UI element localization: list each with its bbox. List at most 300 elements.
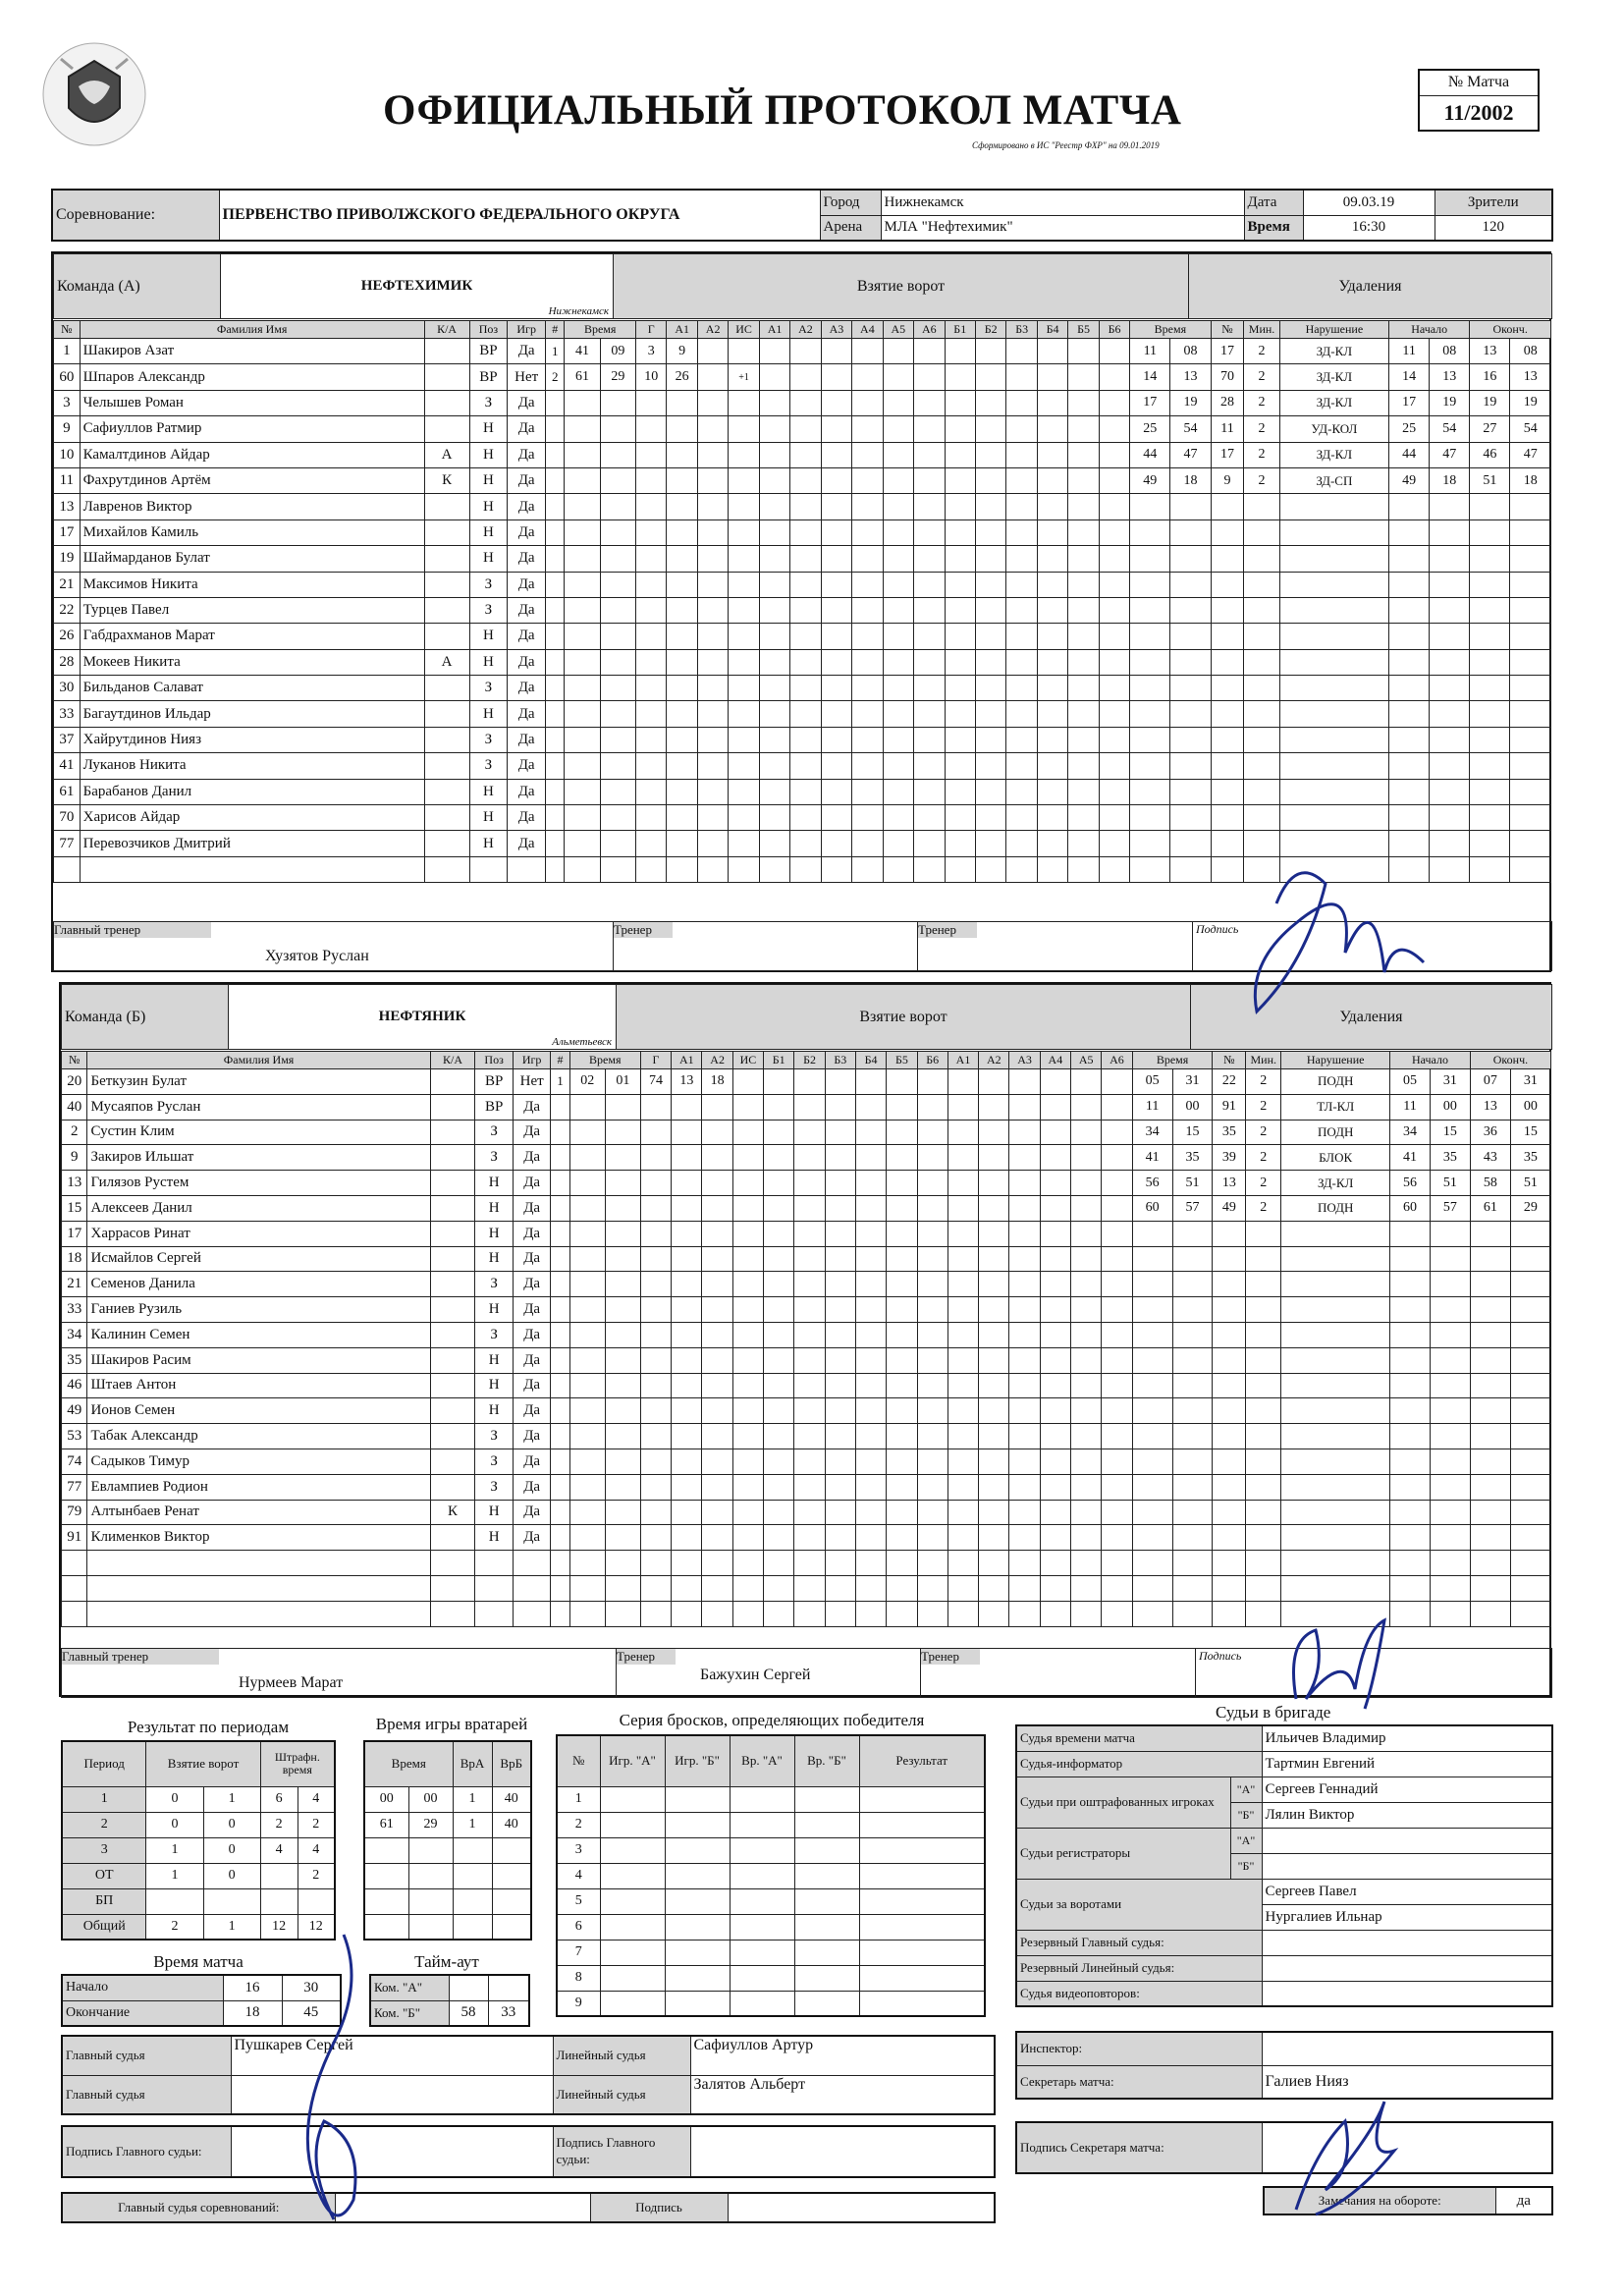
team-a-pen-start-mm bbox=[1389, 572, 1430, 597]
team-a-onice-cell bbox=[945, 467, 975, 493]
shootout-cell bbox=[730, 1786, 794, 1812]
team-a-pen-end-ss bbox=[1510, 519, 1551, 545]
team-b-pen-mm bbox=[1132, 1575, 1172, 1601]
team-b-pen-ss bbox=[1172, 1322, 1213, 1347]
team-a-player-pos: Н bbox=[469, 416, 508, 442]
team-a-onice-cell bbox=[1006, 467, 1037, 493]
team-b-goal-a1 bbox=[672, 1171, 702, 1196]
team-b-player-no: 13 bbox=[62, 1171, 87, 1196]
team-a-onice-cell bbox=[1068, 856, 1099, 882]
team-b-pen-violation bbox=[1281, 1398, 1390, 1424]
team-a-onice-cell bbox=[945, 364, 975, 390]
team-a-onice-cell bbox=[1006, 339, 1037, 364]
team-a-goal-a2 bbox=[697, 364, 728, 390]
team-a-onice-cell bbox=[759, 753, 789, 779]
fhr-logo bbox=[39, 39, 149, 149]
team-a-onice-cell bbox=[821, 442, 851, 467]
team-a-pen-start-ss: 08 bbox=[1430, 339, 1470, 364]
team-b-player-ka bbox=[430, 1297, 475, 1323]
team-b-goal-a2 bbox=[702, 1575, 732, 1601]
team-a-pen-end-ss bbox=[1510, 494, 1551, 519]
team-b-h-onice-3: Б4 bbox=[855, 1052, 886, 1069]
shootout-cell bbox=[600, 1940, 665, 1965]
team-b-player-name: Сустин Клим bbox=[87, 1120, 430, 1145]
team-a-pen-start-ss: 19 bbox=[1430, 390, 1470, 415]
team-a-pen-end-mm: 27 bbox=[1470, 416, 1510, 442]
team-a-goal-a1 bbox=[667, 597, 697, 623]
team-a-onice-cell bbox=[1006, 442, 1037, 467]
team-a-player-pos: З bbox=[469, 753, 508, 779]
team-b-player-no: 79 bbox=[62, 1500, 87, 1525]
team-a-pen-end-mm bbox=[1470, 856, 1510, 882]
team-b-player-ka bbox=[430, 1575, 475, 1601]
team-a-goal-a2 bbox=[697, 519, 728, 545]
informer-label: Судья-информатор bbox=[1016, 1751, 1262, 1777]
team-a-onice-cell bbox=[852, 572, 883, 597]
team-a-row bbox=[54, 572, 1551, 597]
team-a-goal-a2 bbox=[697, 805, 728, 831]
team-a-player-no: 37 bbox=[54, 727, 81, 752]
team-a-row bbox=[54, 805, 1551, 831]
team-b-onice-cell bbox=[855, 1551, 886, 1576]
team-a-goal-mm bbox=[565, 390, 600, 415]
team-b-goal-a2 bbox=[702, 1551, 732, 1576]
team-a-onice-cell bbox=[1099, 364, 1129, 390]
team-a-onice-cell bbox=[945, 856, 975, 882]
team-a-h-pos: Поз bbox=[469, 321, 508, 339]
team-b-player-pos: Н bbox=[475, 1221, 514, 1246]
team-a-player-igr: Да bbox=[508, 701, 546, 727]
team-b-onice-cell bbox=[979, 1398, 1009, 1424]
team-b-onice-cell bbox=[794, 1601, 825, 1626]
team-b-goal-a1 bbox=[672, 1500, 702, 1525]
team-b-onice-cell bbox=[947, 1525, 978, 1551]
team-a-goal-a1 bbox=[667, 390, 697, 415]
team-a-pen-start-ss: 13 bbox=[1430, 364, 1470, 390]
page-title: ОФИЦИАЛЬНЫЙ ПРОТОКОЛ МАТЧА bbox=[383, 87, 1182, 134]
team-a-onice-cell bbox=[1037, 339, 1067, 364]
team-b-onice-cell bbox=[887, 1246, 917, 1272]
team-b-pen-end-ss bbox=[1510, 1221, 1550, 1246]
team-a-pen-min bbox=[1244, 701, 1279, 727]
team-b-onice-cell bbox=[979, 1195, 1009, 1221]
team-b-onice-cell bbox=[1009, 1551, 1040, 1576]
team-b-onice-cell bbox=[764, 1171, 794, 1196]
team-a-onice-cell bbox=[790, 701, 821, 727]
period-pim-b: 4 bbox=[298, 1786, 335, 1812]
team-a-pen-start-mm bbox=[1389, 805, 1430, 831]
team-a-player-no: 21 bbox=[54, 572, 81, 597]
team-b-onice-cell bbox=[1102, 1449, 1132, 1474]
team-a-player-pos: Н bbox=[469, 701, 508, 727]
team-b-onice-cell bbox=[887, 1424, 917, 1449]
team-b-onice-cell bbox=[1102, 1551, 1132, 1576]
team-b-onice-cell bbox=[1040, 1575, 1070, 1601]
team-a-player-igr: Да bbox=[508, 416, 546, 442]
team-a-onice-cell bbox=[1037, 856, 1067, 882]
team-b-goal-scorer bbox=[640, 1297, 671, 1323]
team-a-onice-cell bbox=[1037, 416, 1067, 442]
team-b-pen-player bbox=[1213, 1474, 1246, 1500]
team-b-onice-cell bbox=[825, 1120, 855, 1145]
team-b-goal-a1 bbox=[672, 1094, 702, 1120]
team-a-onice-cell bbox=[945, 494, 975, 519]
team-b-goal-ss bbox=[605, 1195, 640, 1221]
team-a-h-onice-9: Б4 bbox=[1037, 321, 1067, 339]
team-a-goal-no bbox=[546, 390, 565, 415]
team-b-player-no: 53 bbox=[62, 1424, 87, 1449]
team-a-onice-cell bbox=[790, 624, 821, 649]
team-b-h-g-g: Г bbox=[640, 1052, 671, 1069]
team-b-player-igr: Да bbox=[513, 1449, 551, 1474]
team-b-goal-no bbox=[551, 1525, 569, 1551]
team-a-goal-no bbox=[546, 572, 565, 597]
team-a-onice-cell bbox=[1006, 546, 1037, 572]
team-b-onice-cell bbox=[979, 1246, 1009, 1272]
team-b-pen-violation bbox=[1281, 1221, 1390, 1246]
period-goals-a: 1 bbox=[146, 1863, 203, 1888]
team-b-onice-cell bbox=[794, 1221, 825, 1246]
team-a-pen-violation: ЗД-СП bbox=[1279, 467, 1388, 493]
team-b-onice-cell bbox=[947, 1575, 978, 1601]
team-a-pen-start-ss: 18 bbox=[1430, 467, 1470, 493]
team-b-onice-cell bbox=[947, 1551, 978, 1576]
team-a-onice-cell bbox=[975, 442, 1005, 467]
team-a-pen-ss bbox=[1170, 856, 1211, 882]
team-b-pen-player bbox=[1213, 1221, 1246, 1246]
team-b-onice-cell bbox=[764, 1551, 794, 1576]
team-a-city: Нижнекамск bbox=[548, 305, 609, 317]
team-b-onice-cell bbox=[1040, 1120, 1070, 1145]
team-b-pen-min bbox=[1246, 1525, 1281, 1551]
team-a-onice-cell bbox=[852, 339, 883, 364]
team-b-goal-mm bbox=[569, 1424, 605, 1449]
team-b-onice-cell bbox=[1071, 1195, 1102, 1221]
team-b-pen-mm bbox=[1132, 1474, 1172, 1500]
team-a-label: Команда (А) bbox=[54, 254, 221, 319]
team-a-pen-start-mm bbox=[1389, 701, 1430, 727]
team-a-block bbox=[51, 251, 1551, 972]
team-b-pen-min bbox=[1246, 1474, 1281, 1500]
team-a-onice-cell bbox=[945, 416, 975, 442]
team-a-pen-end-ss: 54 bbox=[1510, 416, 1551, 442]
team-a-player-pos: З bbox=[469, 390, 508, 415]
team-a-pen-mm bbox=[1130, 831, 1170, 856]
team-b-pen-mm bbox=[1132, 1424, 1172, 1449]
team-b-pen-mm bbox=[1132, 1297, 1172, 1323]
team-b-player-igr: Да bbox=[513, 1272, 551, 1297]
team-a-onice-cell bbox=[883, 467, 913, 493]
team-b-h-onice-10: А5 bbox=[1071, 1052, 1102, 1069]
team-b-onice-cell bbox=[887, 1322, 917, 1347]
team-b-onice-cell bbox=[1040, 1474, 1070, 1500]
team-a-goal-mm bbox=[565, 494, 600, 519]
team-b-player-name: Алтынбаев Ренат bbox=[87, 1500, 430, 1525]
team-b-onice-cell bbox=[825, 1575, 855, 1601]
period-goals-b: 1 bbox=[203, 1914, 260, 1940]
team-a-player-ka bbox=[424, 339, 469, 364]
team-a-h-g-hash: # bbox=[546, 321, 565, 339]
team-b-goal-mm bbox=[569, 1525, 605, 1551]
team-a-player-ka bbox=[424, 805, 469, 831]
team-b-goal-no bbox=[551, 1120, 569, 1145]
team-a-row bbox=[54, 676, 1551, 701]
goalie-mm bbox=[364, 1863, 408, 1888]
team-a-pen-player: 17 bbox=[1211, 442, 1244, 467]
team-b-pen-end-ss: 29 bbox=[1510, 1195, 1550, 1221]
team-a-player-pos: Н bbox=[469, 624, 508, 649]
team-b-onice-cell bbox=[764, 1424, 794, 1449]
team-a-pen-violation bbox=[1279, 546, 1388, 572]
team-a-onice-cell bbox=[1037, 546, 1067, 572]
spectators-label: Зрители bbox=[1435, 190, 1552, 215]
team-a-pen-min bbox=[1244, 519, 1279, 545]
team-b-onice-cell bbox=[917, 1551, 947, 1576]
team-b-goal-a1 bbox=[672, 1398, 702, 1424]
team-a-pen-mm bbox=[1130, 701, 1170, 727]
team-b-onice-cell bbox=[825, 1195, 855, 1221]
team-a-onice-cell bbox=[852, 727, 883, 752]
team-b-pen-player bbox=[1213, 1297, 1246, 1323]
team-a-player-pos: ВР bbox=[469, 339, 508, 364]
shootout-cell bbox=[600, 1914, 665, 1940]
team-b-goal-no bbox=[551, 1171, 569, 1196]
team-a-player-no: 28 bbox=[54, 649, 81, 675]
team-a-onice-cell bbox=[821, 519, 851, 545]
team-a-goal-a1 bbox=[667, 546, 697, 572]
team-b-goal-mm bbox=[569, 1272, 605, 1297]
team-b-h-onice-4: Б5 bbox=[887, 1052, 917, 1069]
team-a-pen-start-mm bbox=[1389, 727, 1430, 752]
time: 16:30 bbox=[1303, 215, 1435, 241]
shootout-cell bbox=[600, 1991, 665, 2016]
team-b-pen-min bbox=[1246, 1500, 1281, 1525]
team-a-onice-cell bbox=[759, 805, 789, 831]
team-b-h-onice-5: Б6 bbox=[917, 1052, 947, 1069]
team-a-player-name: Бильданов Салават bbox=[80, 676, 424, 701]
team-a-player-igr: Да bbox=[508, 390, 546, 415]
team-a-onice-cell bbox=[759, 727, 789, 752]
team-b-pen-end-mm bbox=[1470, 1272, 1510, 1297]
team-b-pen-violation bbox=[1281, 1322, 1390, 1347]
team-b-pen-end-ss: 51 bbox=[1510, 1171, 1550, 1196]
reg-b bbox=[1262, 1853, 1552, 1879]
team-a-row bbox=[54, 649, 1551, 675]
team-b-pen-mm bbox=[1132, 1373, 1172, 1398]
shootout-cell bbox=[665, 1940, 730, 1965]
page-subtitle: Сформировано в ИС "Реестр ФХР" на 09.01.2019 bbox=[972, 140, 1160, 150]
team-a-onice-cell bbox=[883, 856, 913, 882]
team-a-onice-cell bbox=[975, 676, 1005, 701]
goalies-h-a: ВрА bbox=[453, 1741, 492, 1786]
team-b-goal-scorer bbox=[640, 1246, 671, 1272]
team-a-goal-scorer bbox=[635, 467, 666, 493]
team-a-onice-cell bbox=[1006, 624, 1037, 649]
team-b-player-igr: Нет bbox=[513, 1069, 551, 1095]
team-a-onice-cell bbox=[1006, 727, 1037, 752]
goalie-ss: 00 bbox=[408, 1786, 453, 1812]
team-b-onice-cell bbox=[1071, 1373, 1102, 1398]
team-b-goal-ss bbox=[605, 1272, 640, 1297]
team-b-onice-cell bbox=[1102, 1171, 1132, 1196]
team-a-onice-cell bbox=[914, 546, 945, 572]
main-ref-2 bbox=[231, 2075, 553, 2114]
shootout-row bbox=[557, 1991, 985, 2016]
team-b-pen-end-ss bbox=[1510, 1601, 1550, 1626]
team-b-pen-start-ss bbox=[1430, 1347, 1470, 1373]
period-pim-a bbox=[260, 1863, 298, 1888]
team-b-onice-cell bbox=[1102, 1069, 1132, 1095]
sign-main-2 bbox=[690, 2126, 995, 2177]
shootout-cell bbox=[794, 1812, 859, 1837]
team-a-h-g-time: Время bbox=[565, 321, 636, 339]
team-a-goal-scorer bbox=[635, 805, 666, 831]
team-a-player-ka bbox=[424, 519, 469, 545]
team-a-onice-cell bbox=[821, 753, 851, 779]
team-a-goal-ss bbox=[600, 676, 635, 701]
team-a-onice-cell bbox=[1037, 390, 1067, 415]
team-a-pen-end-mm bbox=[1470, 701, 1510, 727]
team-b-goal-a1 bbox=[672, 1575, 702, 1601]
team-a-goals-title: Взятие ворот bbox=[614, 254, 1189, 319]
team-a-player-ka bbox=[424, 779, 469, 804]
team-b-goal-a1 bbox=[672, 1424, 702, 1449]
team-b-pen-player bbox=[1213, 1525, 1246, 1551]
team-a-onice-cell bbox=[1099, 753, 1129, 779]
team-b-goal-ss bbox=[605, 1500, 640, 1525]
team-b-onice-cell bbox=[794, 1424, 825, 1449]
team-a-goal-mm bbox=[565, 831, 600, 856]
team-a-row bbox=[54, 339, 1551, 364]
team-b-onice-cell bbox=[887, 1145, 917, 1171]
team-b-pen-min bbox=[1246, 1398, 1281, 1424]
team-b-onice-cell bbox=[764, 1474, 794, 1500]
team-a-goal-ss bbox=[600, 856, 635, 882]
team-b-onice-cell bbox=[1009, 1322, 1040, 1347]
team-a-player-name: Шпаров Александр bbox=[80, 364, 424, 390]
brigade-title: Судьи в бригаде bbox=[1216, 1703, 1331, 1722]
team-b-pen-ss: 31 bbox=[1172, 1069, 1213, 1095]
team-b-onice-cell bbox=[794, 1297, 825, 1323]
team-a-onice-cell bbox=[1068, 624, 1099, 649]
timeout-b-label: Ком. "Б" bbox=[370, 2000, 449, 2026]
shootout-cell bbox=[730, 1940, 794, 1965]
team-a-goal-no bbox=[546, 416, 565, 442]
sign-main-label-1: Подпись Главного судьи: bbox=[62, 2126, 231, 2177]
team-a-row bbox=[54, 467, 1551, 493]
team-b-pen-start-ss bbox=[1430, 1221, 1470, 1246]
team-b-player-no: 2 bbox=[62, 1120, 87, 1145]
team-b-player-pos: З bbox=[475, 1424, 514, 1449]
team-b-pen-violation bbox=[1281, 1246, 1390, 1272]
team-a-pen-ss bbox=[1170, 779, 1211, 804]
team-b-onice-cell bbox=[917, 1094, 947, 1120]
team-a-onice-cell bbox=[759, 546, 789, 572]
team-b-pen-mm: 41 bbox=[1132, 1145, 1172, 1171]
team-a-onice-cell bbox=[883, 442, 913, 467]
team-a-pen-end-mm: 13 bbox=[1470, 339, 1510, 364]
team-b-pen-start-ss bbox=[1430, 1575, 1470, 1601]
team-a-onice-cell bbox=[914, 416, 945, 442]
period-goals-b: 0 bbox=[203, 1863, 260, 1888]
team-b-onice-cell bbox=[947, 1373, 978, 1398]
team-b-goal-no bbox=[551, 1322, 569, 1347]
team-b-pen-player bbox=[1213, 1601, 1246, 1626]
team-b-onice-cell bbox=[947, 1347, 978, 1373]
goalie-mm: 61 bbox=[364, 1812, 408, 1837]
team-a-h-num: № bbox=[54, 321, 81, 339]
team-a-goal-no bbox=[546, 467, 565, 493]
team-b-player-no: 77 bbox=[62, 1474, 87, 1500]
team-b-onice-cell bbox=[825, 1474, 855, 1500]
team-a-player-name: Харисов Айдар bbox=[80, 805, 424, 831]
team-a-pen-violation bbox=[1279, 701, 1388, 727]
goalie-mm: 00 bbox=[364, 1786, 408, 1812]
shootout-no: 9 bbox=[557, 1991, 600, 2016]
team-a-onice-cell bbox=[975, 416, 1005, 442]
team-b-goal-ss bbox=[605, 1120, 640, 1145]
team-a-pen-end-mm bbox=[1470, 727, 1510, 752]
team-b-goal-a2 bbox=[702, 1272, 732, 1297]
team-a-name-cell bbox=[221, 254, 614, 319]
team-b-onice-cell bbox=[947, 1171, 978, 1196]
team-b-goal-a2 bbox=[702, 1373, 732, 1398]
team-b-onice-cell bbox=[947, 1246, 978, 1272]
team-a-onice-cell bbox=[975, 467, 1005, 493]
team-b-row bbox=[62, 1221, 1551, 1246]
team-b-player-ka bbox=[430, 1551, 475, 1576]
team-a-onice-cell bbox=[975, 727, 1005, 752]
remarks: да bbox=[1495, 2187, 1552, 2214]
team-b-onice-cell bbox=[1071, 1474, 1102, 1500]
team-b-onice-cell bbox=[1009, 1500, 1040, 1525]
team-b-onice-cell bbox=[1040, 1272, 1070, 1297]
shootout-cell bbox=[794, 1914, 859, 1940]
team-a-player-pos: Н bbox=[469, 442, 508, 467]
team-b-pen-violation bbox=[1281, 1347, 1390, 1373]
reg-a-tag: "А" bbox=[1230, 1828, 1262, 1853]
comp-ref-table bbox=[61, 2192, 996, 2223]
periods-row bbox=[62, 1786, 335, 1812]
team-b-pen-start-ss: 15 bbox=[1430, 1120, 1470, 1145]
team-a-onice-cell bbox=[914, 494, 945, 519]
team-a-onice-cell bbox=[1068, 339, 1099, 364]
team-b-goal-a2 bbox=[702, 1120, 732, 1145]
team-b-pen-mm: 05 bbox=[1132, 1069, 1172, 1095]
team-a-pen-player bbox=[1211, 649, 1244, 675]
team-b-h-onice-9: А4 bbox=[1040, 1052, 1070, 1069]
team-b-onice-cell bbox=[1071, 1347, 1102, 1373]
team-b-goal-scorer bbox=[640, 1373, 671, 1398]
team-a-onice-cell bbox=[1099, 519, 1129, 545]
team-a-pen-mm bbox=[1130, 676, 1170, 701]
team-a-goal-no: 1 bbox=[546, 339, 565, 364]
team-b-pen-player bbox=[1213, 1575, 1246, 1601]
team-a-pen-violation bbox=[1279, 494, 1388, 519]
team-b-pen-violation: БЛОК bbox=[1281, 1145, 1390, 1171]
team-a-onice-cell bbox=[1037, 701, 1067, 727]
team-a-onice-cell bbox=[945, 649, 975, 675]
team-b-player-ka bbox=[430, 1221, 475, 1246]
team-a-goal-no: 2 bbox=[546, 364, 565, 390]
team-a-onice-cell bbox=[1099, 442, 1129, 467]
team-b-onice-cell bbox=[794, 1398, 825, 1424]
team-a-header bbox=[53, 253, 1552, 319]
shootout-cell bbox=[859, 1837, 985, 1863]
team-a-onice-cell bbox=[759, 624, 789, 649]
team-a-onice-cell bbox=[852, 701, 883, 727]
team-b-row bbox=[62, 1094, 1551, 1120]
